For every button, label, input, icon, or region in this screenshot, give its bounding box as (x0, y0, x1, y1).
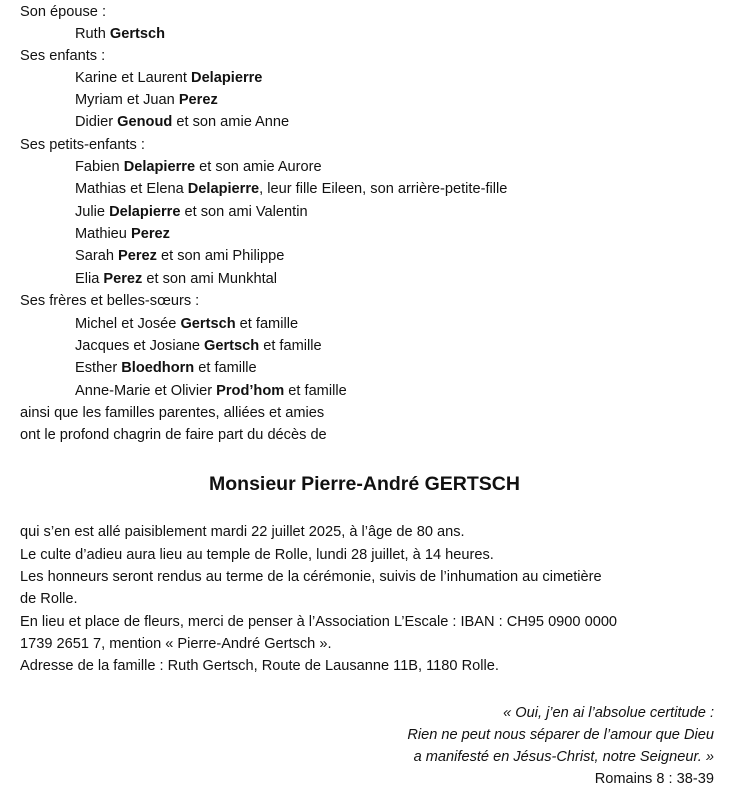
detail-line: Adresse de la famille : Ruth Gertsch, Route de Lausanne 11B, 1180 Rolle. (20, 658, 499, 674)
quote-line: Rien ne peut nous séparer de l’amour que Dieu (407, 727, 714, 743)
grandchild-member: Mathias et Elena Delapierre, leur fille Eileen, son arrière-petite-fille (75, 181, 508, 197)
grandchild-member: Mathieu Perez (75, 226, 170, 242)
closing-line-1: ainsi que les familles parentes, alliées et amies (20, 405, 325, 421)
grandchild-member: Fabien Delapierre et son amie Aurore (75, 159, 322, 175)
quote-line: « Oui, j’en ai l’absolue certitude : (503, 705, 714, 721)
child-member: Myriam et Juan Perez (75, 92, 218, 108)
grandchildren-heading: Ses petits-enfants : (20, 137, 145, 153)
closing-line-2: ont le profond chagrin de faire part du décès de (20, 427, 327, 443)
siblings-heading: Ses frères et belles-sœurs : (20, 293, 200, 309)
detail-line: 1739 2651 7, mention « Pierre-André Gertsch ». (20, 636, 332, 652)
sibling-member: Esther Bloedhorn et famille (75, 360, 257, 376)
detail-line: Les honneurs seront rendus au terme de la cérémonie, suivis de l’inhumation au cimetière (20, 569, 602, 585)
child-member: Karine et Laurent Delapierre (75, 70, 263, 86)
sibling-member: Jacques et Josiane Gertsch et famille (75, 338, 322, 354)
spouse-heading: Son épouse : (20, 4, 107, 20)
grandchild-member: Sarah Perez et son ami Philippe (75, 248, 285, 264)
spouse-member: Ruth Gertsch (75, 26, 166, 42)
deceased-name: Monsieur Pierre-André GERTSCH (209, 473, 520, 495)
detail-line: Le culte d’adieu aura lieu au temple de Rolle, lundi 28 juillet, à 14 heures. (20, 547, 494, 563)
grandchild-member: Elia Perez et son ami Munkhtal (75, 271, 277, 287)
detail-line: de Rolle. (20, 591, 78, 607)
quote-reference: Romains 8 : 38-39 (594, 771, 714, 787)
sibling-member: Anne-Marie et Olivier Prod’hom et famille (75, 383, 347, 399)
quote-line: a manifesté en Jésus-Christ, notre Seigneur. » (413, 749, 714, 765)
detail-line: qui s’en est allé paisiblement mardi 22 juillet 2025, à l’âge de 80 ans. (20, 524, 465, 540)
grandchild-member: Julie Delapierre et son ami Valentin (75, 204, 308, 220)
detail-line: En lieu et place de fleurs, merci de penser à l’Association L’Escale : IBAN : CH95 0900 0000 (20, 614, 618, 630)
child-member: Didier Genoud et son amie Anne (75, 114, 290, 130)
children-heading: Ses enfants : (20, 48, 106, 64)
sibling-member: Michel et Josée Gertsch et famille (75, 316, 299, 332)
